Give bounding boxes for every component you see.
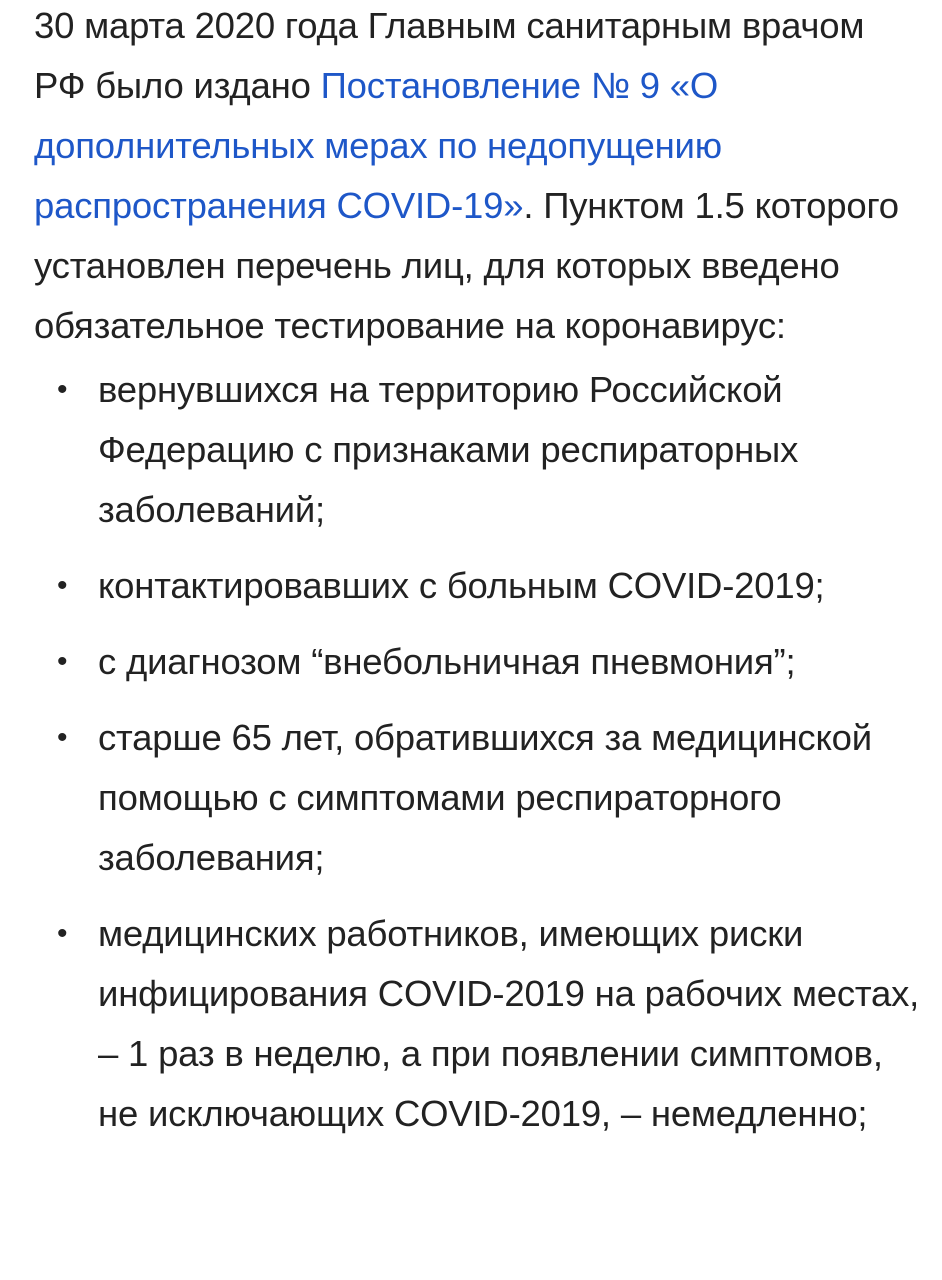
- bullet-icon: •: [57, 721, 68, 754]
- resolution-link[interactable]: Постановление № 9 «О дополнительных мерах по недопущению распространения COVID-19»: [34, 65, 722, 226]
- list-item: [34, 556, 924, 616]
- intro-text-after-link: . Пунктом 1.5 которого установлен перечень лиц, для которых введено обязательное тестирование на коронавирус:: [34, 185, 899, 346]
- article-body: [34, 0, 924, 1160]
- bullet-icon: •: [57, 645, 68, 678]
- bullet-icon: •: [57, 373, 68, 406]
- testing-list: [34, 360, 924, 1144]
- bullet-icon: •: [57, 917, 68, 950]
- intro-paragraph: [34, 0, 924, 356]
- list-item: [34, 360, 924, 540]
- list-item-text: с диагнозом “внебольничная пневмония”;: [98, 641, 796, 682]
- intro-text-before-link: 30 марта 2020 года Главным санитарным врачом РФ было издано: [34, 5, 865, 106]
- list-item: [34, 632, 924, 692]
- list-item-text: медицинских работников, имеющих риски инфицирования COVID-2019 на рабочих местах, – 1 раз в неделю, а при появлении симптомов, не исключающих COVID-2019, – немедленно;: [98, 913, 920, 1134]
- list-item-text: контактировавших с больным COVID-2019;: [98, 565, 825, 606]
- list-item: [34, 708, 924, 888]
- list-item-text: старше 65 лет, обратившихся за медицинской помощью с симптомами респираторного заболевания;: [98, 717, 872, 878]
- list-item-text: вернувшихся на территорию Российской Федерацию с признаками респираторных заболеваний;: [98, 369, 799, 530]
- bullet-icon: •: [57, 569, 68, 602]
- list-item: [34, 904, 924, 1144]
